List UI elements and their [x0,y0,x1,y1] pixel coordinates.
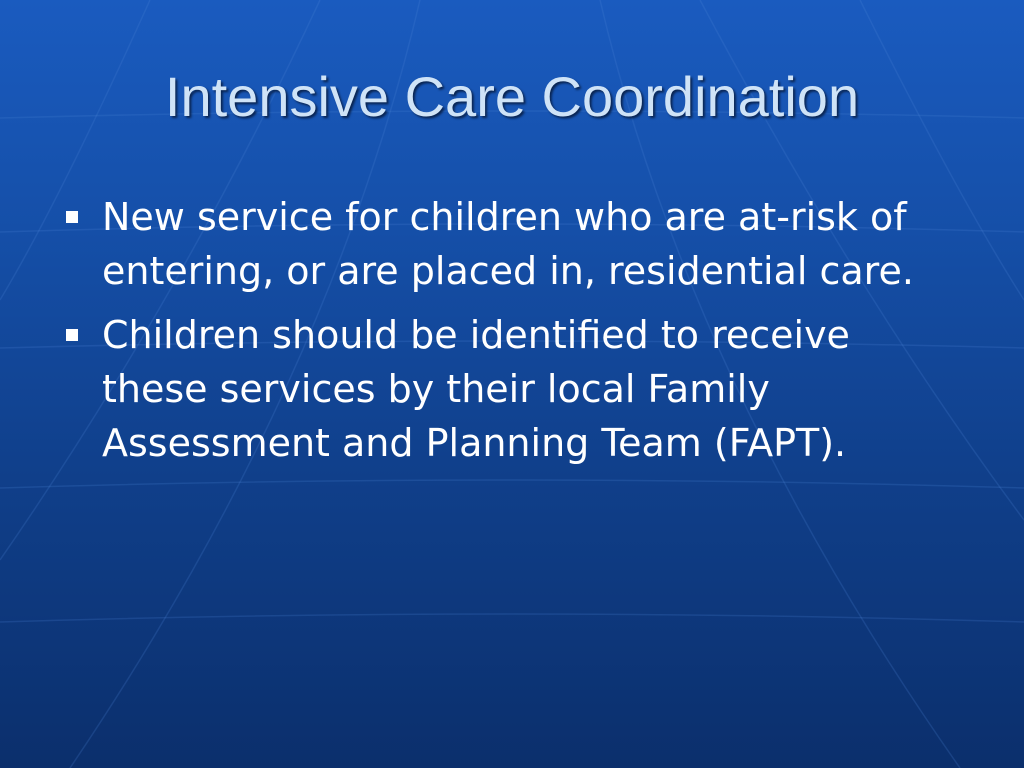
bullet-item [60,308,960,470]
bullet-text: Children should be identified to receive these services by their local Family Assessment and Planning Team (FAPT). [102,313,850,465]
square-bullet-icon [66,211,78,223]
bullet-list [60,190,960,480]
bullet-item [60,190,960,298]
square-bullet-icon [66,329,78,341]
bullet-text: New service for children who are at-risk of entering, or are placed in, residential care. [102,195,914,293]
slide-title: Intensive Care Coordination [164,65,860,128]
